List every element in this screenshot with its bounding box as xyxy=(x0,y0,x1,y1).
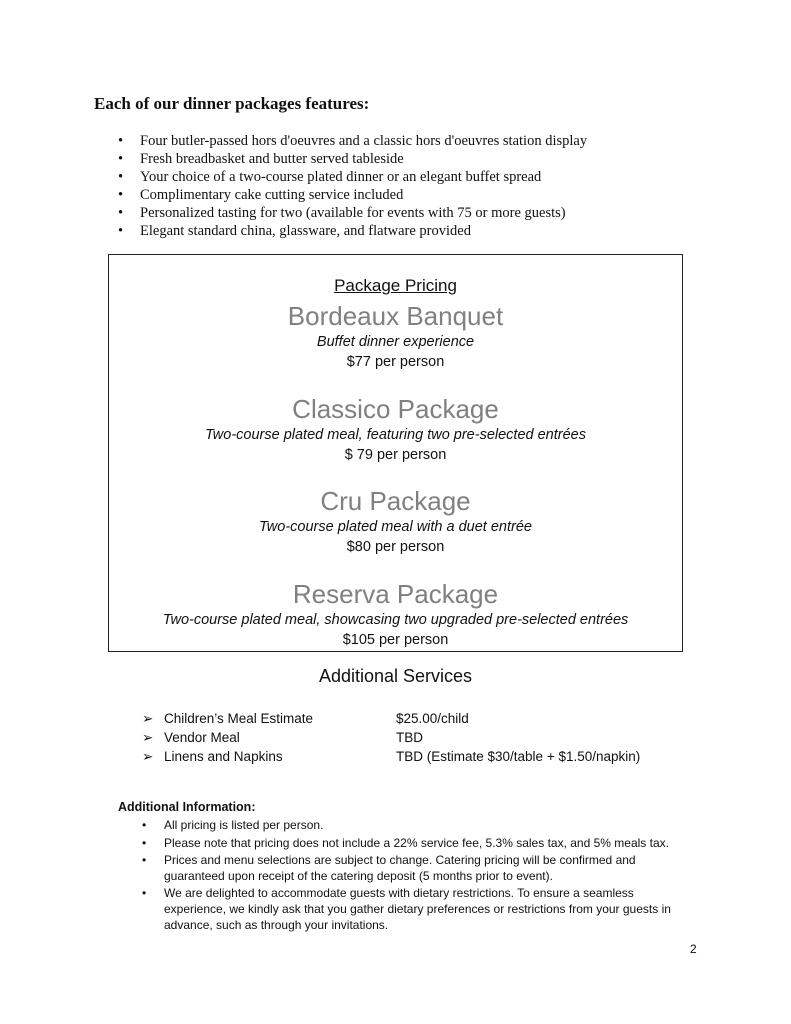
list-item: • Four butler-passed hors d'oeuvres and a classic hors d'oeuvres station display xyxy=(118,132,587,150)
list-item: • We are delighted to accommodate guests with dietary restrictions. To ensure a seamless experience, we kindly ask that you gather dietary preferences or restrictions from your guests in advance, such as through your invitations. xyxy=(142,886,672,933)
additional-information-list xyxy=(142,818,672,935)
package-price: $77 per person xyxy=(346,354,445,370)
list-item: • Your choice of a two-course plated dinner or an elegant buffet spread xyxy=(118,168,587,186)
service-label: Children’s Meal Estimate xyxy=(164,711,314,726)
features-heading: Each of our dinner packages features: xyxy=(94,94,370,113)
package-name: Cru Package xyxy=(320,486,471,516)
service-value: TBD xyxy=(396,730,423,745)
pricing-title: Package Pricing xyxy=(334,276,457,295)
list-item: • Please note that pricing does not include a 22% service fee, 5.3% sales tax, and 5% meals tax. xyxy=(142,836,672,852)
package-pricing-box xyxy=(108,254,683,652)
arrow-bullet-icon: ➢ xyxy=(142,711,154,726)
package-description: Two-course plated meal with a duet entrée xyxy=(259,519,532,535)
package-reserva xyxy=(109,578,682,650)
package-price: $ 79 per person xyxy=(344,447,447,463)
additional-information-heading: Additional Information: xyxy=(118,800,256,814)
package-classico xyxy=(109,393,682,465)
service-value: TBD (Estimate $30/table + $1.50/napkin) xyxy=(396,749,641,764)
service-label: Vendor Meal xyxy=(164,730,240,745)
arrow-bullet-icon: ➢ xyxy=(142,730,154,745)
list-item xyxy=(142,728,640,747)
list-item: • All pricing is listed per person. xyxy=(142,818,672,834)
package-bordeaux xyxy=(109,300,682,372)
page-number: 2 xyxy=(690,942,697,956)
list-item: • Complimentary cake cutting service included xyxy=(118,186,587,204)
package-description: Buffet dinner experience xyxy=(316,334,475,350)
additional-services-list xyxy=(142,709,640,766)
package-name: Reserva Package xyxy=(292,579,499,609)
package-cru xyxy=(109,485,682,557)
list-item: • Fresh breadbasket and butter served tableside xyxy=(118,150,587,168)
list-item xyxy=(142,709,640,728)
package-price: $80 per person xyxy=(346,539,445,555)
package-description: Two-course plated meal, featuring two pre-selected entrées xyxy=(205,427,586,443)
service-label: Linens and Napkins xyxy=(164,749,283,764)
list-item xyxy=(142,747,640,766)
list-item: • Elegant standard china, glassware, and flatware provided xyxy=(118,222,587,240)
arrow-bullet-icon: ➢ xyxy=(142,749,154,764)
features-list xyxy=(118,132,587,240)
list-item: • Prices and menu selections are subject to change. Catering pricing will be confirmed and guaranteed upon receipt of the catering deposit (5 months prior to event). xyxy=(142,853,672,884)
additional-services-title: Additional Services xyxy=(318,666,473,686)
package-name: Bordeaux Banquet xyxy=(287,301,504,331)
package-name: Classico Package xyxy=(292,394,499,424)
package-price: $105 per person xyxy=(342,632,449,648)
package-description: Two-course plated meal, showcasing two upgraded pre-selected entrées xyxy=(162,612,629,628)
service-value: $25.00/child xyxy=(396,711,469,726)
list-item: • Personalized tasting for two (available for events with 75 or more guests) xyxy=(118,204,587,222)
